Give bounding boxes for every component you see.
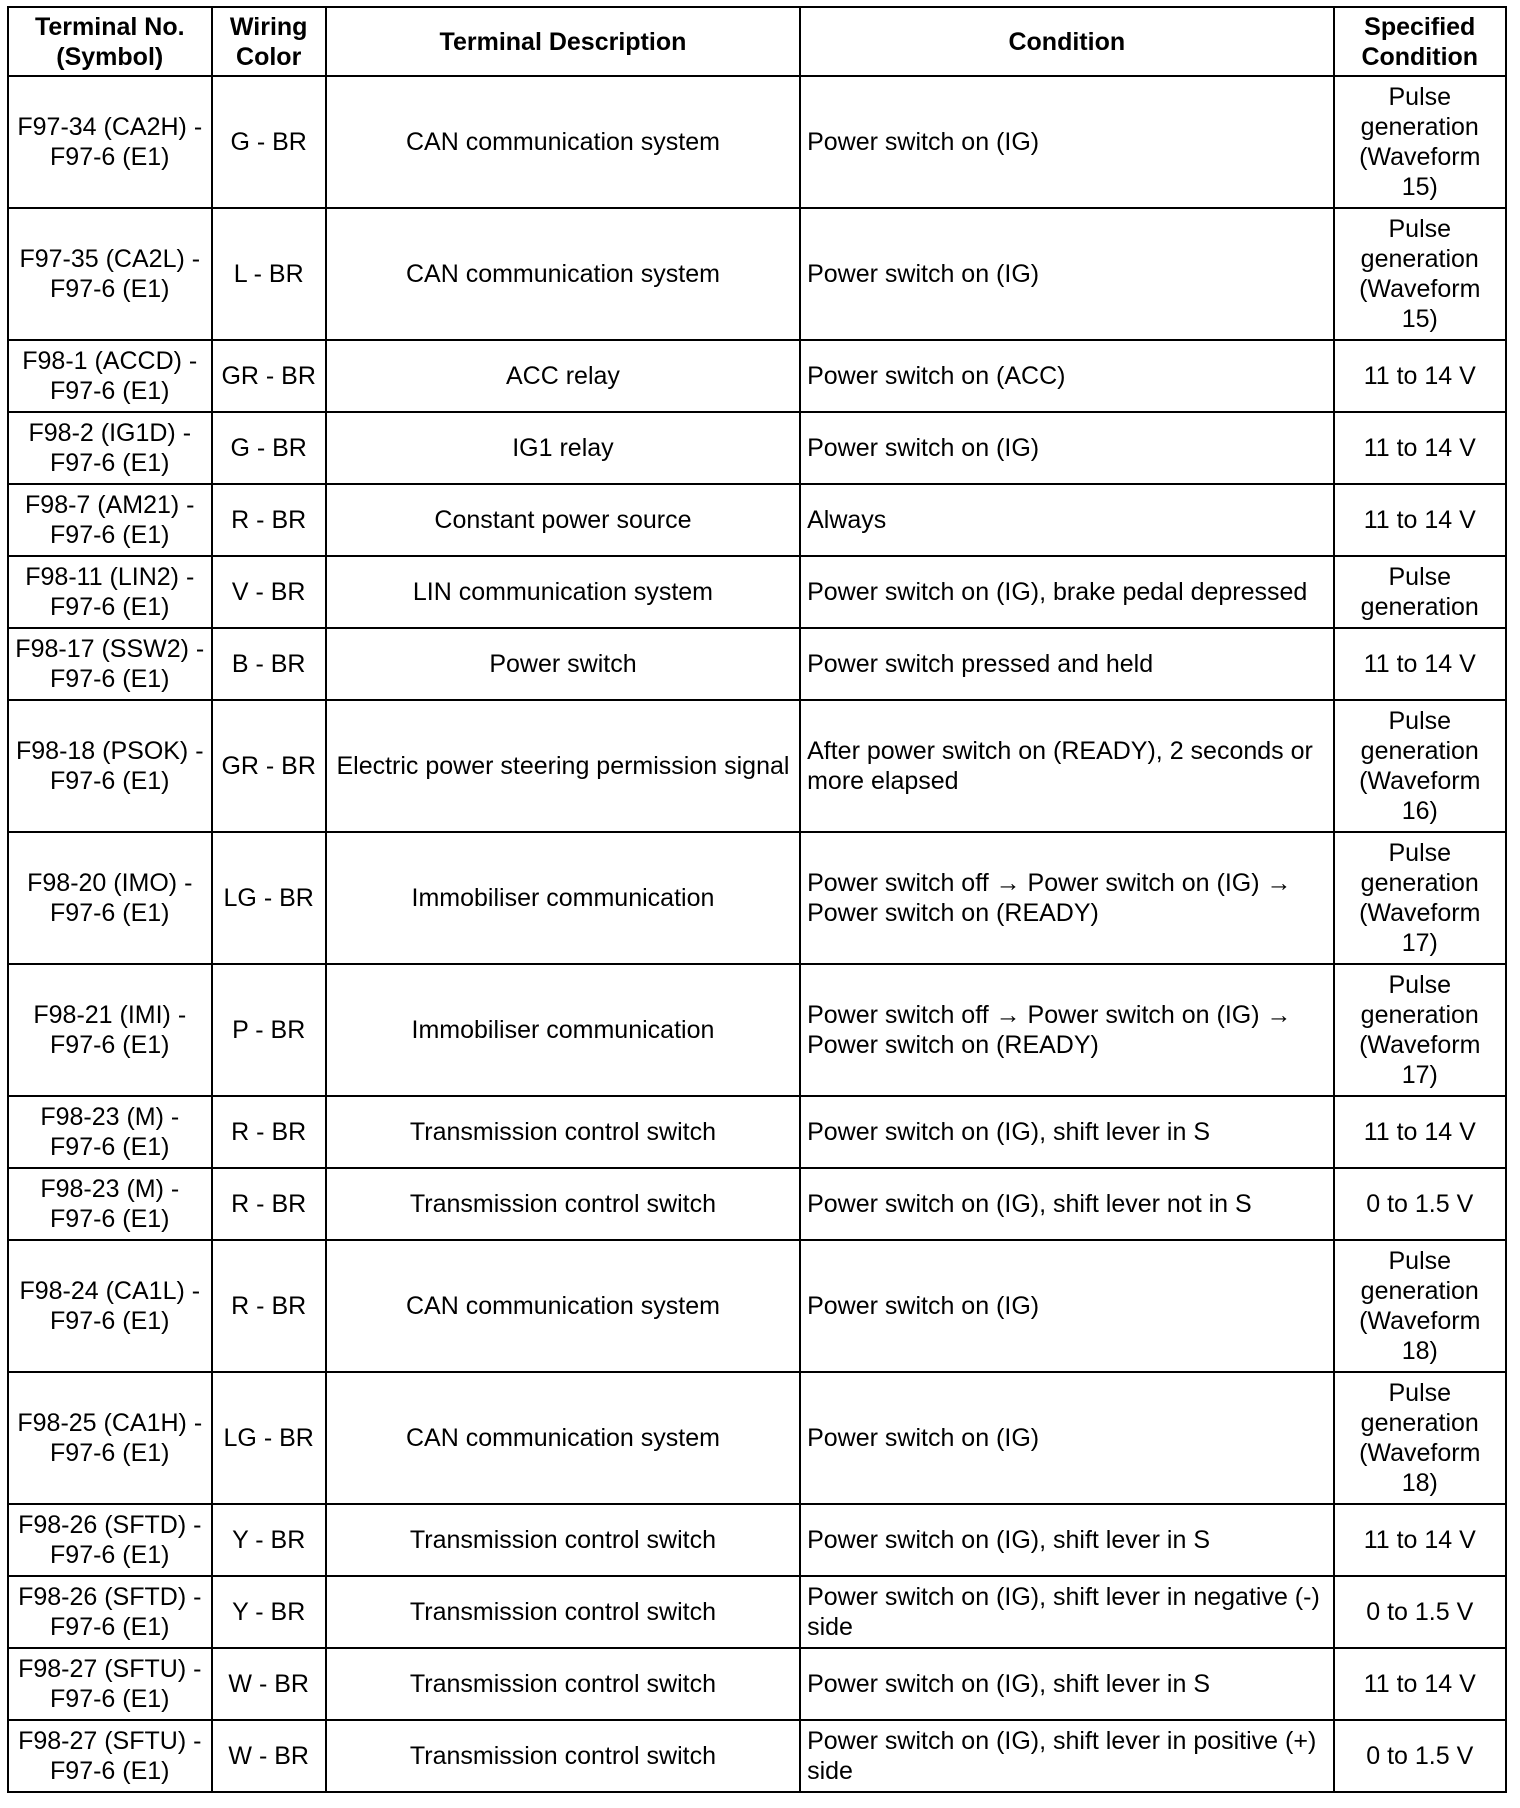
terminal-description-cell: CAN communication system xyxy=(326,1372,800,1504)
terminal-description-cell: Constant power source xyxy=(326,484,800,556)
terminal-cell: F98-21 (IMI) - F97-6 (E1) xyxy=(8,964,212,1096)
wiring-color-cell: B - BR xyxy=(212,628,326,700)
condition-cell: Power switch on (IG) xyxy=(800,412,1333,484)
header-wiring-color: Wiring Color xyxy=(212,7,326,76)
terminal-cell: F98-17 (SSW2) - F97-6 (E1) xyxy=(8,628,212,700)
terminal-cell: F98-20 (IMO) - F97-6 (E1) xyxy=(8,832,212,964)
terminal-description-cell: ACC relay xyxy=(326,340,800,412)
specified-condition-cell: 0 to 1.5 V xyxy=(1334,1168,1506,1240)
wiring-color-cell: G - BR xyxy=(212,412,326,484)
specified-condition-cell: 11 to 14 V xyxy=(1334,1504,1506,1576)
condition-cell: Power switch off → Power switch on (IG) → Power switch on (READY) xyxy=(800,964,1333,1096)
table-row xyxy=(8,1096,1506,1168)
terminal-cell: F97-34 (CA2H) - F97-6 (E1) xyxy=(8,76,212,208)
table-row xyxy=(8,484,1506,556)
terminal-cell: F98-11 (LIN2) - F97-6 (E1) xyxy=(8,556,212,628)
terminal-description-cell: Immobiliser communication xyxy=(326,832,800,964)
condition-cell: Always xyxy=(800,484,1333,556)
wiring-color-cell: W - BR xyxy=(212,1648,326,1720)
terminal-description-cell: Transmission control switch xyxy=(326,1648,800,1720)
specified-condition-cell: 11 to 14 V xyxy=(1334,340,1506,412)
terminal-cell: F98-25 (CA1H) - F97-6 (E1) xyxy=(8,1372,212,1504)
terminal-spec-table xyxy=(7,6,1507,1793)
header-terminal-no: Terminal No. (Symbol) xyxy=(8,7,212,76)
wiring-color-cell: Y - BR xyxy=(212,1504,326,1576)
table-row xyxy=(8,1372,1506,1504)
terminal-description-cell: Power switch xyxy=(326,628,800,700)
terminal-cell: F98-26 (SFTD) - F97-6 (E1) xyxy=(8,1576,212,1648)
terminal-cell: F98-23 (M) - F97-6 (E1) xyxy=(8,1168,212,1240)
wiring-color-cell: R - BR xyxy=(212,1096,326,1168)
condition-cell: Power switch off → Power switch on (IG) → Power switch on (READY) xyxy=(800,832,1333,964)
table-row xyxy=(8,1720,1506,1792)
condition-cell: Power switch pressed and held xyxy=(800,628,1333,700)
condition-cell: Power switch on (IG), brake pedal depressed xyxy=(800,556,1333,628)
terminal-cell: F98-23 (M) - F97-6 (E1) xyxy=(8,1096,212,1168)
terminal-description-cell: Transmission control switch xyxy=(326,1504,800,1576)
header-condition: Condition xyxy=(800,7,1333,76)
specified-condition-cell: Pulse generation (Waveform 15) xyxy=(1334,208,1506,340)
header-specified-condition: Specified Condition xyxy=(1334,7,1506,76)
condition-cell: Power switch on (IG), shift lever in negative (-) side xyxy=(800,1576,1333,1648)
condition-cell: Power switch on (IG) xyxy=(800,208,1333,340)
specified-condition-cell: Pulse generation (Waveform 18) xyxy=(1334,1240,1506,1372)
specified-condition-cell: 11 to 14 V xyxy=(1334,628,1506,700)
terminal-description-cell: IG1 relay xyxy=(326,412,800,484)
table-row xyxy=(8,208,1506,340)
condition-cell: After power switch on (READY), 2 seconds or more elapsed xyxy=(800,700,1333,832)
terminal-description-cell: CAN communication system xyxy=(326,76,800,208)
table-body xyxy=(8,76,1506,1792)
specified-condition-cell: 11 to 14 V xyxy=(1334,1096,1506,1168)
wiring-color-cell: G - BR xyxy=(212,76,326,208)
specified-condition-cell: Pulse generation xyxy=(1334,556,1506,628)
terminal-cell: F98-24 (CA1L) - F97-6 (E1) xyxy=(8,1240,212,1372)
table-row xyxy=(8,556,1506,628)
condition-cell: Power switch on (IG), shift lever in positive (+) side xyxy=(800,1720,1333,1792)
terminal-description-cell: Immobiliser communication xyxy=(326,964,800,1096)
terminal-description-cell: CAN communication system xyxy=(326,1240,800,1372)
terminal-cell: F98-1 (ACCD) - F97-6 (E1) xyxy=(8,340,212,412)
specified-condition-cell: Pulse generation (Waveform 16) xyxy=(1334,700,1506,832)
specified-condition-cell: Pulse generation (Waveform 17) xyxy=(1334,832,1506,964)
table-row xyxy=(8,700,1506,832)
condition-cell: Power switch on (IG) xyxy=(800,1240,1333,1372)
condition-cell: Power switch on (IG), shift lever not in S xyxy=(800,1168,1333,1240)
terminal-description-cell: Transmission control switch xyxy=(326,1168,800,1240)
terminal-cell: F98-26 (SFTD) - F97-6 (E1) xyxy=(8,1504,212,1576)
terminal-cell: F98-27 (SFTU) - F97-6 (E1) xyxy=(8,1720,212,1792)
header-row xyxy=(8,7,1506,76)
wiring-color-cell: L - BR xyxy=(212,208,326,340)
terminal-table-container xyxy=(7,6,1507,1793)
table-row xyxy=(8,1168,1506,1240)
wiring-color-cell: R - BR xyxy=(212,484,326,556)
terminal-cell: F97-35 (CA2L) - F97-6 (E1) xyxy=(8,208,212,340)
specified-condition-cell: Pulse generation (Waveform 17) xyxy=(1334,964,1506,1096)
terminal-cell: F98-18 (PSOK) - F97-6 (E1) xyxy=(8,700,212,832)
table-row xyxy=(8,412,1506,484)
specified-condition-cell: 11 to 14 V xyxy=(1334,1648,1506,1720)
table-row xyxy=(8,628,1506,700)
terminal-description-cell: Transmission control switch xyxy=(326,1576,800,1648)
specified-condition-cell: Pulse generation (Waveform 18) xyxy=(1334,1372,1506,1504)
terminal-description-cell: CAN communication system xyxy=(326,208,800,340)
table-header xyxy=(8,7,1506,76)
condition-cell: Power switch on (IG) xyxy=(800,76,1333,208)
table-row xyxy=(8,1648,1506,1720)
table-row xyxy=(8,964,1506,1096)
condition-cell: Power switch on (IG) xyxy=(800,1372,1333,1504)
condition-cell: Power switch on (IG), shift lever in S xyxy=(800,1504,1333,1576)
table-row xyxy=(8,76,1506,208)
specified-condition-cell: 11 to 14 V xyxy=(1334,412,1506,484)
specified-condition-cell: 11 to 14 V xyxy=(1334,484,1506,556)
wiring-color-cell: P - BR xyxy=(212,964,326,1096)
table-row xyxy=(8,832,1506,964)
wiring-color-cell: V - BR xyxy=(212,556,326,628)
wiring-color-cell: LG - BR xyxy=(212,832,326,964)
terminal-cell: F98-7 (AM21) - F97-6 (E1) xyxy=(8,484,212,556)
table-row xyxy=(8,1240,1506,1372)
terminal-description-cell: Electric power steering permission signal xyxy=(326,700,800,832)
terminal-cell: F98-27 (SFTU) - F97-6 (E1) xyxy=(8,1648,212,1720)
condition-cell: Power switch on (IG), shift lever in S xyxy=(800,1648,1333,1720)
condition-cell: Power switch on (IG), shift lever in S xyxy=(800,1096,1333,1168)
terminal-description-cell: LIN communication system xyxy=(326,556,800,628)
table-row xyxy=(8,340,1506,412)
wiring-color-cell: LG - BR xyxy=(212,1372,326,1504)
specified-condition-cell: 0 to 1.5 V xyxy=(1334,1576,1506,1648)
header-terminal-description: Terminal Description xyxy=(326,7,800,76)
specified-condition-cell: 0 to 1.5 V xyxy=(1334,1720,1506,1792)
terminal-cell: F98-2 (IG1D) - F97-6 (E1) xyxy=(8,412,212,484)
terminal-description-cell: Transmission control switch xyxy=(326,1096,800,1168)
wiring-color-cell: W - BR xyxy=(212,1720,326,1792)
wiring-color-cell: Y - BR xyxy=(212,1576,326,1648)
wiring-color-cell: R - BR xyxy=(212,1240,326,1372)
condition-cell: Power switch on (ACC) xyxy=(800,340,1333,412)
table-row xyxy=(8,1504,1506,1576)
wiring-color-cell: GR - BR xyxy=(212,700,326,832)
table-row xyxy=(8,1576,1506,1648)
terminal-description-cell: Transmission control switch xyxy=(326,1720,800,1792)
specified-condition-cell: Pulse generation (Waveform 15) xyxy=(1334,76,1506,208)
wiring-color-cell: GR - BR xyxy=(212,340,326,412)
wiring-color-cell: R - BR xyxy=(212,1168,326,1240)
